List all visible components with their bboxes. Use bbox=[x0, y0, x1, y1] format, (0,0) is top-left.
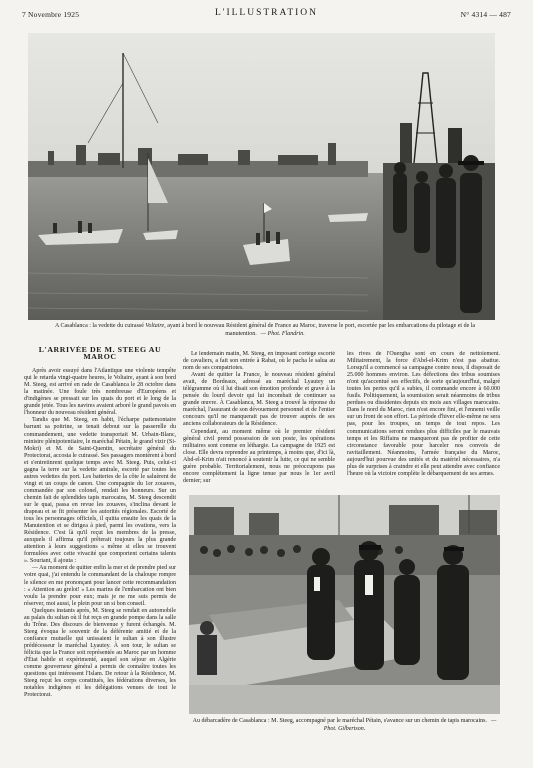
paragraph: Le lendemain matin, M. Steeg, en imposant cortège escorté de cavaliers, a fait son entrée à Rabat, où le pacha le salua au nom de ses compatriotes. bbox=[183, 351, 335, 372]
issue-date: 7 Novembre 1925 bbox=[22, 10, 80, 19]
photo-credit: — Phot. Gilbertson. bbox=[323, 718, 497, 732]
caption-text: Au débarcadère de Casablanca : M. Steeg, accompagné par le maréchal Pétain, s'avance sur un chemin de tapis marocains. bbox=[192, 718, 487, 724]
issue-page-number: N° 4314 — 487 bbox=[460, 10, 511, 19]
paragraph: — Au moment de quitter enfin la mer et de prendre pied sur votre quai, j'ai entendu le commandant de la chaloupe rompre le silence en me prononçant pour lancer cette recommandation : « Attention au grelot! » Les marins de l'embarcation ont bien voulu la prendre pour eux; mais je ne me suis permis de réserver, moi aussi, le plein pour un si bon conseil. bbox=[24, 565, 176, 607]
article-column-1 bbox=[24, 346, 176, 756]
caption-text-end: , ayant à bord le nouveau Résident général de France au Maroc, traverse le port, escortée par les embarcations du pilotage et de la manutention. bbox=[164, 323, 476, 337]
paragraph: Avant de quitter la France, le nouveau résident général avait, de Bordeaux, adressé au maréchal Lyautey un télégramme où il lui disait son émotion profonde et grave à la pensée du lourd devoir qui lui incombait de continuer sa grande œuvre. À Casablanca, M. Steeg a trouvé la réponse du maréchal, l'assurant de son dévouement personnel et de l'entier concours qu'il ne manquerait pas de trouver auprès de ses anciens collaborateurs de la Résidence. bbox=[183, 372, 335, 428]
harbor-photo-caption bbox=[40, 323, 490, 338]
paragraph: Tandis que M. Steeg, en habit, l'écharpe pattemontaire barrant sa poitrine, se tenait debout sur la passerelle du commandement, une vedette transportait M. Urbain-Blanc, ministre plénipotentiaire, le maréchal Pétain, le grand vizir (Si-Mokri) et M. de Saint-Quentin, secrétaire général du Protectorat, accosta le cuirassé. Ses passagers montèrent à bord et s'entretinrent quelque temps avec M. Steeg. Puis, celui-ci gagna la terre sur la vedette amirale, escorté par toutes les autres vedettes du port. Les batteries de la côte le saluèrent de vingt et un coups de canon. Une compagnie du 1er zouaves, commandée par son colonel, rendait les honneurs. Sur un chemin fait de splendides tapis marocains, M. Steeg descendit sur le quai, passa en revue les zouaves, s'inclina devant le drapeau et se fit présenter les autorités régionales. Escorté de tous les personnages officiels, il quitta ensuite les quais de la Manutention et se dirigea à pied, parmi les ovations, vers la Résidence. C'est là qu'il reçut les membres de la presse, auxquels il affirma qu'il prêterait toujours la plus grande attention à leurs suggestions « même si elles se trouvent formulées avec cette vivacité que comportent certains talents ». Souriant, il ajouta : bbox=[24, 417, 176, 565]
ship-name: Voltaire bbox=[145, 323, 165, 329]
landing-photo-caption bbox=[189, 718, 500, 733]
landing-photo bbox=[189, 495, 500, 714]
harbor-photo bbox=[28, 33, 495, 320]
article-title: L'ARRIVÉE DE M. STEEG AU MAROC bbox=[38, 346, 162, 362]
article-column-2 bbox=[183, 351, 335, 491]
harbor-photo-icon bbox=[28, 33, 495, 320]
paragraph: Cependant, au moment même où le premier résident général civil prend possession de son poste, les opérations militaires sont comme en léthargie. La campagne de 1925 est close. Elle devra reprendre au printemps, à moins que, d'ici là, Abd-el-Krim n'ait renoncé à soutenir la lutte, ce qui ne semble guère probable. Territorialement, nous ne préoccupons pas encore complètement la ligne tenue par nous le 1er avril dernier; sur bbox=[183, 428, 335, 484]
paragraph: Quelques instants après, M. Steeg se rendait en automobile au palais du sultan où il fut reçu en grande pompe dans la salle du Trône. Des discours de bienvenue y furent échangés. M. Steeg évoqua le souvenir de la déférente amitié et de la confiance mutuelle qui unissaient le sultan à son illustre prédécesseur le maréchal Lyautey. À son tour, le sultan se félicita que la France soit représentée au Maroc par un homme d'État habile et expérimenté, auquel son séjour en Algérie comme gouverneur général a permis de connaître toutes les questions qui intéressent l'Islam. De retour à la Résidence, M. Steeg reçut les corps constitués, les fédérations diverses, les notables indigènes et les délégations venues de tout le Protectorat. bbox=[24, 607, 176, 699]
article-column-3 bbox=[347, 351, 500, 491]
landing-photo-icon bbox=[189, 495, 500, 714]
caption-text-start: A Casablanca : la vedette du cuirassé bbox=[54, 323, 146, 329]
page-header bbox=[22, 8, 511, 22]
paragraph: Après avoir essuyé dans l'Atlantique une violente tempête qui le retarda vingt-quatre heures, le Voltaire, ayant à son bord M. Steeg, est arrivé en rade de Casablanca le 28 octobre dans la matinée. Une foule très nombreuse d'Européens et d'indigènes se pressait sur les quais du port et le long de la grande jetée. Tous les navires avaient arboré le grand pavois en l'honneur du nouveau résident général. bbox=[24, 368, 176, 417]
photo-credit: — Phot. Flandrin. bbox=[260, 330, 305, 337]
magazine-title: L'ILLUSTRATION bbox=[214, 8, 319, 18]
paragraph: les rives de l'Ouergha sont en cours de nettoiement. Militairement, la force d'Abd-el-Krim n'est pas abattue. Lorsqu'il a commencé sa campagne contre nous, il disposait de 25.000 hommes environ. Les défections des tribus soumises n'ont qu'accentué ses effectifs, de sorte qu'aujourd'hui, malgré toutes les pertes qu'il a subies, il commande encore à 60.000 fusils. Politiquement, la soumission serait néanmoins de tribus perdues ou dissidentes depuis six mois aux villages marocains. Dans le nord du Maroc, rien n'est encore fini, et l'ennemi veille sur un front de son effort. La période d'hiver elle-même ne sera pas, pour les troupes, un temps de tout repos. Les communications seront rendues plus difficiles par le mauvais temps et les Riffains ne manqueront pas de profiter de cette circonstance favorable pour harceler nos convois de ravitaillement. Néanmoins, l'armée française du Maroc, aujourd'hui pourvue des unités et du matériel nécessaires, n'a plus de surprises à craindre et elle peut attendre avec confiance l'heure où la victoire complète le débarquement de ses armes. bbox=[347, 351, 500, 477]
